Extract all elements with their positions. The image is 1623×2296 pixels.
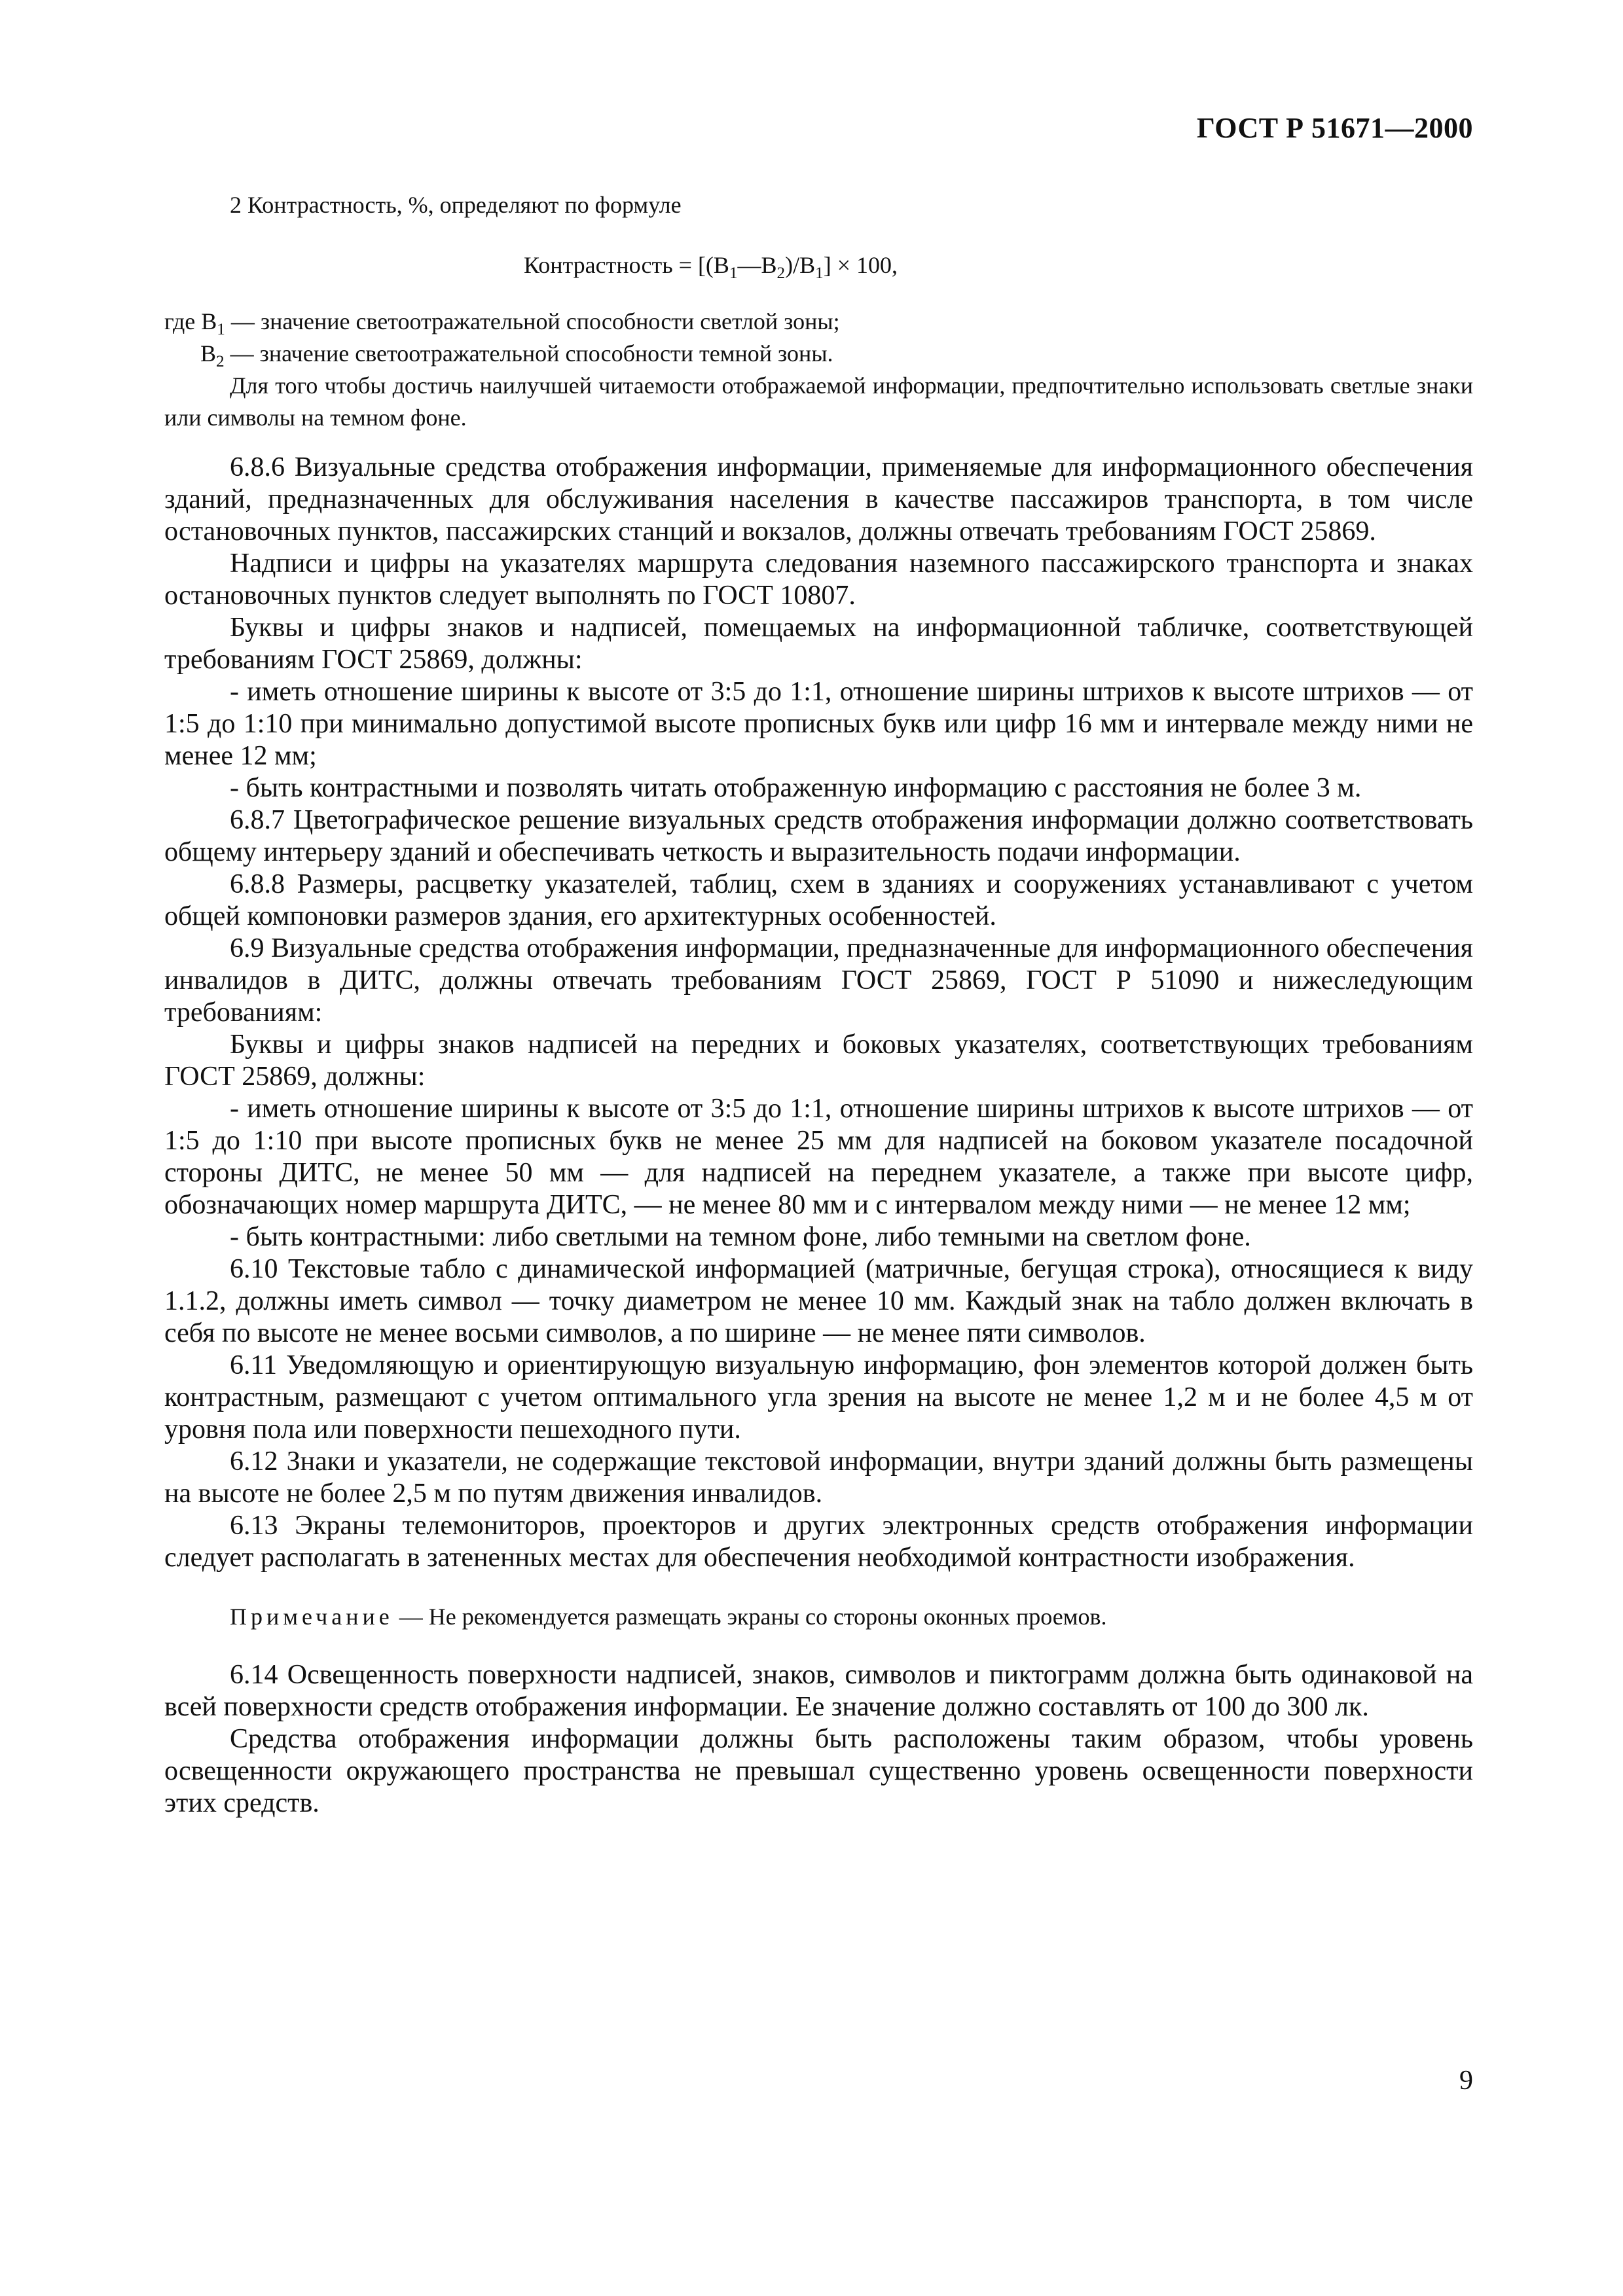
note-2-intro: 2 Контрастность, %, определяют по формуле (230, 192, 682, 218)
paragraph-6-9: 6.9 Визуальные средства отображения информации, предназначенные для информационного обеспечения инвалидов в ДИТС, должны отвечать требованиям ГОСТ 25869, ГОСТ Р 51090 и нижеследующим требованиям: (164, 933, 1473, 1028)
paragraph: Буквы и цифры знаков надписей на передних и боковых указателях, соответствующих требованиям ГОСТ 25869, должны: (164, 1030, 1473, 1092)
contrast-formula: Контрастность = $[(B_1—B_2)/B_1] \times 100$, (524, 252, 898, 283)
note (164, 1601, 1473, 1633)
paragraph: Надписи и цифры на указателях маршрута следования наземного пассажирского транспорта и знаках остановочных пунктов следует выполнять по ГОСТ 10807. (164, 548, 1473, 611)
note-label: Примечание (230, 1604, 393, 1630)
legend-b2: $B_2$ — значение светоотражательной способности темной зоны. (200, 340, 833, 371)
paragraph-6-13: 6.13 Экраны телемониторов, проекторов и других электронных средств отображения информации следует располагать в затененных местах для обеспечения необходимой контрастности изображения. (164, 1511, 1473, 1573)
paragraph-6-14: 6.14 Освещенность поверхности надписей, знаков, символов и пиктограмм должна быть одинаковой на всей поверхности средств отображения информации. Ее значение должно составлять от 100 до 300 лк. (164, 1660, 1473, 1722)
list-item: - иметь отношение ширины к высоте от 3:5 до 1:1, отношение ширины штрихов к высоте штрихов — от 1:5 до 1:10 при высоте прописных букв не менее 25 мм для надписей на боковом указателе посадочной стороны ДИТС, не менее 50 мм — для надписей на переднем указателе, а также при высоте цифр, обозначающих номер маршрута ДИТС, — не менее 80 мм и с интервалом между ними — не менее 12 мм; (164, 1094, 1473, 1220)
paragraph-6-8-6: 6.8.6 Визуальные средства отображения информации, применяемые для информационного обеспечения зданий, предназначенных для обслуживания населения в качестве пассажиров транспорта, в том числе остановочных пунктов, пассажирских станций и вокзалов, должны отвечать требованиям ГОСТ 25869. (164, 452, 1473, 547)
formula-legend (164, 306, 1473, 434)
list-item: - быть контрастными и позволять читать отображенную информацию с расстояния не более 3 м. (230, 773, 1362, 803)
list-item: - иметь отношение ширины к высоте от 3:5 до 1:1, отношение ширины штрихов к высоте штрихов — от 1:5 до 1:10 при минимально допустимой высоте прописных букв или цифр 16 мм и интервале между ними не менее 12 мм; (164, 677, 1473, 771)
paragraph-6-11: 6.11 Уведомляющую и ориентирующую визуальную информацию, фон элементов которой должен быть контрастным, размещают с учетом оптимального угла зрения на высоте не менее 1,2 м и не более 4,5 м от уровня пола или поверхности пешеходного пути. (164, 1350, 1473, 1444)
paragraph: Буквы и цифры знаков и надписей, помещаемых на информационной табличке, соответствующей требованиям ГОСТ 25869, должны: (164, 613, 1473, 675)
paragraph: Средства отображения информации должны быть расположены таким образом, чтобы уровень освещенности окружающего пространства не превышал существенно уровень освещенности поверхности этих средств. (164, 1724, 1473, 1818)
main-text (164, 452, 1473, 1820)
paragraph-6-12: 6.12 Знаки и указатели, не содержащие текстовой информации, внутри зданий должны быть размещены на высоте не более 2,5 м по путям движения инвалидов. (164, 1446, 1473, 1509)
paragraph-6-8-7: 6.8.7 Цветографическое решение визуальных средств отображения информации должно соответствовать общему интерьеру зданий и обеспечивать четкость и выразительность подачи информации. (164, 805, 1473, 867)
legend-b1: где $B_1$ — значение светоотражательной способности светлой зоны; (164, 308, 840, 339)
list-item: - быть контрастными: либо светлыми на темном фоне, либо темными на светлом фоне. (230, 1222, 1251, 1252)
paragraph-6-8-8: 6.8.8 Размеры, расцветку указателей, таблиц, схем в зданиях и сооружениях устанавливают с учетом общей компоновки размеров здания, его архитектурных особенностей. (164, 869, 1473, 931)
note-text: — Не рекомендуется размещать экраны со стороны оконных проемов. (393, 1604, 1107, 1630)
note-2-recommendation: Для того чтобы достичь наилучшей читаемости отображаемой информации, предпочтительно использовать светлые знаки или символы на темном фоне. (164, 372, 1473, 431)
page-number: 9 (1459, 2066, 1473, 2096)
paragraph-6-10: 6.10 Текстовые табло с динамической информацией (матричные, бегущая строка), относящиеся к виду 1.1.2, должны иметь символ — точку диаметром не менее 10 мм. Каждый знак на табло должен включать в себя по высоте не менее восьми символов, а по ширине — не менее пяти символов. (164, 1254, 1473, 1348)
standard-code-header: ГОСТ Р 51671—2000 (1196, 112, 1473, 144)
